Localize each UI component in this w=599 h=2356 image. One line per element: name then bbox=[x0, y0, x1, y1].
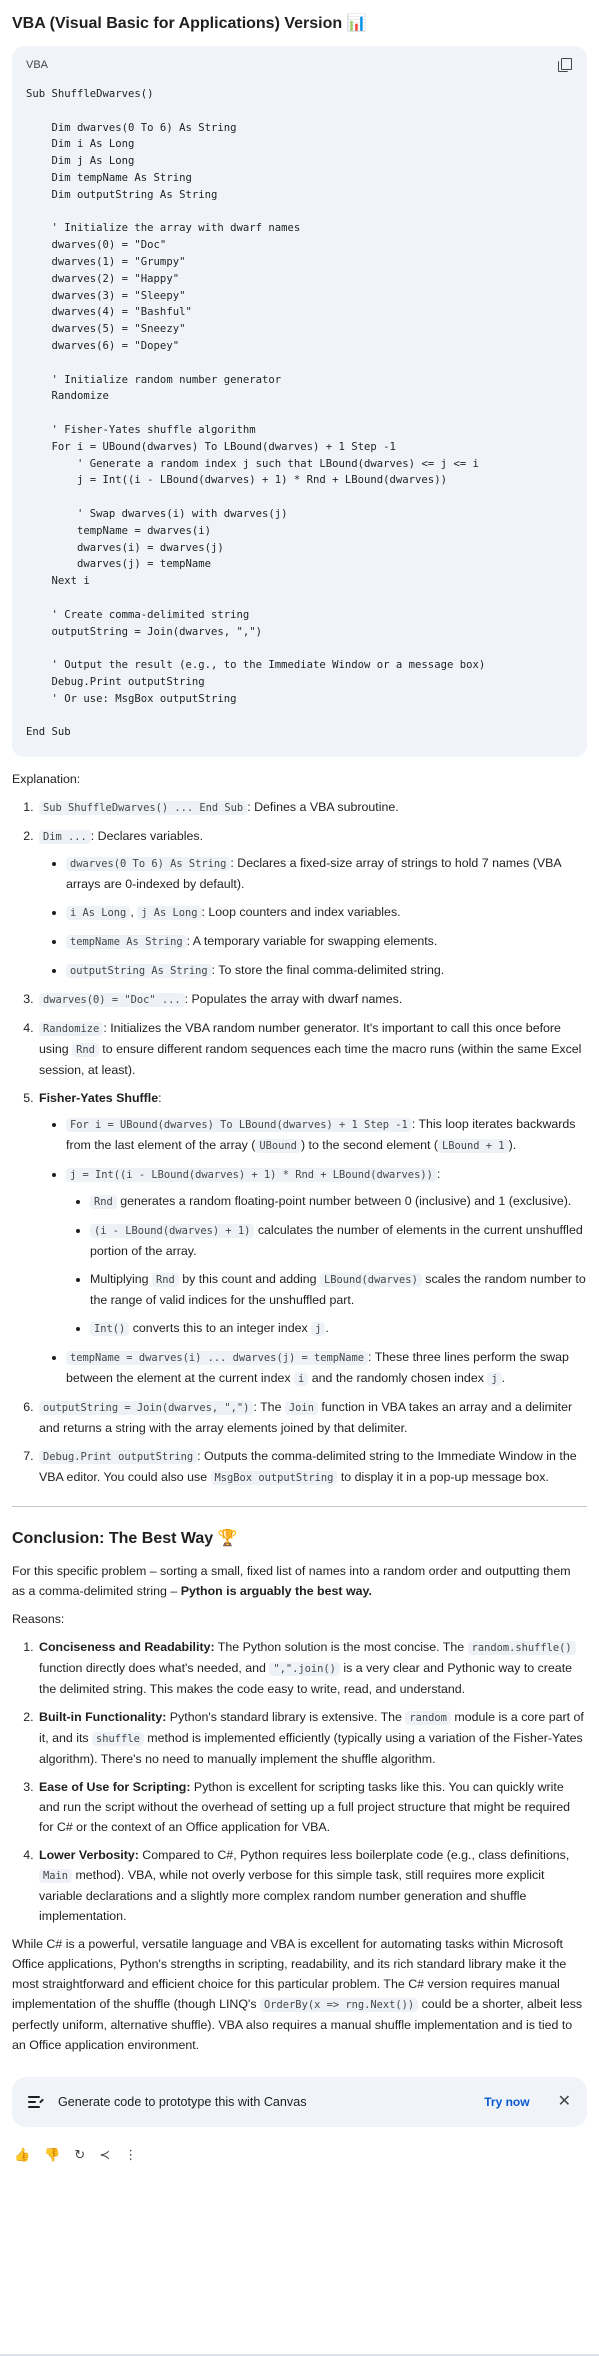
code-block bbox=[12, 46, 587, 757]
canvas-suggestion-bar bbox=[12, 2077, 587, 2127]
code-block-header bbox=[12, 46, 587, 84]
canvas-edit-icon bbox=[28, 2095, 44, 2109]
section-divider bbox=[12, 1506, 587, 1507]
list-item: • For i = UBound(dwarves) To LBound(dwarves) + 1 Step -1 : This loop iterates backwards from the last element of the array ( UBound ) to the second element ( LBound + 1 ). bbox=[66, 1114, 587, 1156]
list-item: • (i - LBound(dwarves) + 1) calculates the number of elements in the current unshuffled portion of the array. bbox=[90, 1220, 587, 1261]
list-item: 2. Built-in Functionality: Python's standard library is extensive. The random module is a core part of it, and its shuffle method is implemented efficiently (typically using a variation of the Fisher-Yates algorithm). There's no need to manually implement the shuffle algorithm. bbox=[37, 1707, 587, 1769]
list-item: 4. Randomize : Initializes the VBA random number generator. It's important to call this once before using Rnd to ensure different random sequences each time the macro runs (within the same Excel session, at least). bbox=[37, 1018, 587, 1080]
sub-list bbox=[39, 853, 587, 981]
list-item: • j = Int((i - LBound(dwarves) + 1) * Rnd + LBound(dwarves)) : • Rnd generates a random floating-point number between 0 (inclusive) and 1 (exclusive). • (i - LBound(dwarves) + 1) calculates the number of elements in the current unshuffled portion of the array. • Multiplying Rnd by this count and adding LBound(dwarves) scales the random number to the range of valid indices for the unshuffled part. • Int() converts this to an integer index j . bbox=[66, 1164, 587, 1339]
vba-section-title: VBA (Visual Basic for Applications) Version 📊 bbox=[12, 15, 367, 32]
conclusion-title: Conclusion: The Best Way 🏆 bbox=[12, 1530, 238, 1548]
more-options-icon[interactable]: ⋮ bbox=[124, 2147, 138, 2163]
list-item: • dwarves(0 To 6) As String : Declares a fixed-size array of strings to hold 7 names (VBA arrays are 0-indexed by default). bbox=[66, 853, 587, 894]
list-item: • Multiplying Rnd by this count and adding LBound(dwarves) scales the random number to the range of valid indices for the unshuffled part. bbox=[90, 1269, 587, 1310]
sub-list bbox=[66, 1191, 587, 1339]
conclusion-intro: For this specific problem – sorting a small, fixed list of names into a random order and outputting them as a comma-delimited string – Python is arguably the best way. bbox=[12, 1564, 571, 1599]
response-actions bbox=[12, 2137, 587, 2167]
list-item: 3. dwarves(0) = "Doc" ... : Populates the array with dwarf names. bbox=[37, 989, 587, 1010]
close-icon[interactable]: ✕ bbox=[557, 2093, 571, 2111]
code-language-label: VBA bbox=[26, 59, 49, 71]
explanation-label: Explanation: bbox=[12, 772, 81, 787]
try-now-button[interactable]: Try now bbox=[484, 2095, 530, 2110]
list-item: 5. Fisher-Yates Shuffle: • For i = UBound(dwarves) To LBound(dwarves) + 1 Step -1 : This loop iterates backwards from the last element of the array ( UBound ) to the second element ( LBound + 1 ). • j = Int((i - LBound(dwarves) + 1) * Rnd + LBound(dwarves)) : • Rnd generates a random floating-point number between 0 (inclusive) and 1 (exclusive). • (i - LBound(dwarves) + 1) calculates the number of elements in the current unshuffled portion of the array. • Multiplying Rnd by this count and adding LBound(dwarves) scales the random number to the range of valid indices for the unshuffled part. • Int() converts this to an integer index j . • tempName = dwarves(i) ... dwarves(j) = tempName : These three lines perform the swap between the element at the current index i and the randomly chosen index j . bbox=[37, 1088, 587, 1389]
list-item: • outputString As String : To store the final comma-delimited string. bbox=[66, 960, 587, 981]
share-icon[interactable]: ≺ bbox=[99, 2147, 111, 2163]
list-item: • Rnd generates a random floating-point number between 0 (inclusive) and 1 (exclusive). bbox=[90, 1191, 587, 1212]
copy-code-icon[interactable] bbox=[557, 57, 573, 73]
canvas-suggestion-label: Generate code to prototype this with Canvas bbox=[58, 2095, 307, 2110]
list-item: 3. Ease of Use for Scripting: Python is excellent for scripting tasks like this. You can quickly write and run the script without the overhead of setting up a full project structure that might be required for C# or the context of an Office application for VBA. bbox=[37, 1777, 587, 1837]
explanation-list bbox=[12, 797, 587, 1488]
regenerate-icon[interactable]: ↻ bbox=[74, 2147, 86, 2163]
vba-code: Sub ShuffleDwarves() Dim dwarves(0 To 6) As String Dim i As Long Dim j As Long Dim tempName As String Dim outputString As String ' Initialize the array with dwarf names dwarves(0) = "Doc" dwarves(1) = "Grumpy" dwarves(2) = "Happy" dwarves(3) = "Sleepy" dwarves(4) = "Bashful" dwarves(5) = "Sneezy" dwarves(6) = "Dopey" ' Initialize random number generator Randomize ' Fisher-Yates shuffle algorithm For i = UBound(dwarves) To LBound(dwarves) + 1 Step -1 ' Generate a random index j such that LBound(dwarves) <= j <= i j = Int((i - LBound(dwarves) + 1) * Rnd + LBound(dwarves)) ' Swap dwarves(i) with dwarves(j) tempName = dwarves(i) dwarves(i) = dwarves(j) dwarves(j) = tempName Next i ' Create comma-delimited string outputString = Join(dwarves, ",") ' Output the result (e.g., to the Immediate Window or a message box) Debug.Print outputString ' Or use: MsgBox outputString End Sub bbox=[26, 88, 486, 739]
list-item: • Int() converts this to an integer index j . bbox=[90, 1318, 587, 1339]
list-item: • tempName = dwarves(i) ... dwarves(j) = tempName : These three lines perform the swap between the element at the current index i and the randomly chosen index j . bbox=[66, 1347, 587, 1389]
list-item: • tempName As String : A temporary variable for swapping elements. bbox=[66, 931, 587, 952]
thumbs-up-icon[interactable]: 👍 bbox=[14, 2147, 31, 2163]
list-item: 1. Conciseness and Readability: The Python solution is the most concise. The random.shuffle() function directly does what's needed, and ",".join() is a very clear and Pythonic way to create the delimited string. This makes the code easy to write, read, and understand. bbox=[37, 1637, 587, 1699]
list-item: 4. Lower Verbosity: Compared to C#, Python requires less boilerplate code (e.g., class definitions, Main method). VBA, while not overly verbose for this simple task, still requires more explicit variable declarations and a slightly more complex random number generation and shuffle implementation. bbox=[37, 1845, 587, 1926]
reasons-label: Reasons: bbox=[12, 1612, 65, 1627]
closing-paragraph: While C# is a powerful, versatile language and VBA is excellent for automating tasks within Microsoft Office applications, Python's strengths in scripting, readability, and its rich standard library make it the most straightforward and efficient choice for this particular problem. The C# version requires manual implementation of the shuffle (though LINQ's OrderBy(x => rng.Next()) could be a shorter, albeit less perfectly uniform, alternative shuffle). VBA also requires a manual shuffle implementation and is tied to an Office application environment. bbox=[12, 1937, 583, 2053]
reasons-list bbox=[12, 1637, 587, 1926]
list-item: 2. Dim ... : Declares variables. • dwarves(0 To 6) As String : Declares a fixed-size array of strings to hold 7 names (VBA arrays are 0-indexed by default). • i As Long , j As Long : Loop counters and index variables. • tempName As String : A temporary variable for swapping elements. • outputString As String : To store the final comma-delimited string. bbox=[37, 826, 587, 981]
list-item: 7. Debug.Print outputString : Outputs the comma-delimited string to the Immediate Window in the VBA editor. You could also use MsgBox outputString to display it in a pop-up message box. bbox=[37, 1446, 587, 1488]
list-item: 6. outputString = Join(dwarves, ",") : The Join function in VBA takes an array and a delimiter and returns a string with the array elements joined by that delimiter. bbox=[37, 1397, 587, 1438]
sub-list bbox=[39, 1114, 587, 1389]
thumbs-down-icon[interactable]: 👎 bbox=[44, 2147, 61, 2163]
list-item: 1. Sub ShuffleDwarves() ... End Sub : Defines a VBA subroutine. bbox=[37, 797, 587, 818]
list-item: • i As Long , j As Long : Loop counters and index variables. bbox=[66, 902, 587, 923]
